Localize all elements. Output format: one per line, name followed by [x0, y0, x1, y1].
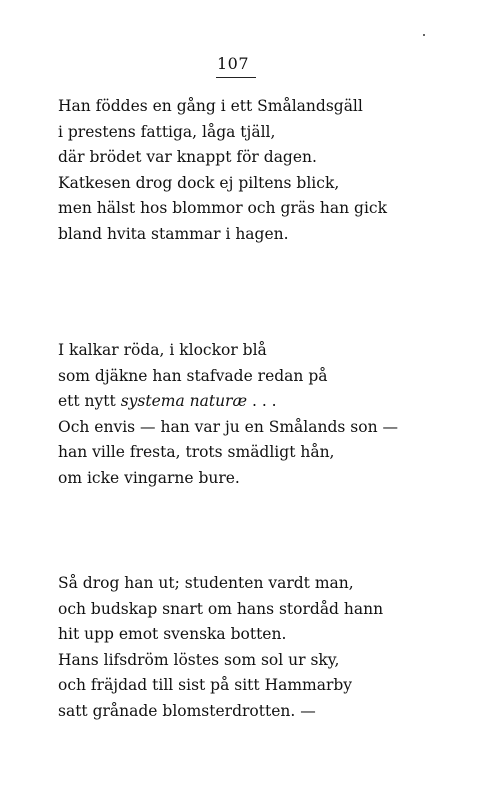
poem-line: han ville fresta, trots smädligt hån,: [58, 443, 335, 462]
poem-line: och fräjdad till sist på sitt Hammarby: [58, 676, 353, 695]
poem-line: Han föddes en gång i ett Smålandsgäll: [58, 97, 363, 115]
page-number: 107: [216, 54, 250, 73]
poem-line: bland hvita stammar i hagen.: [58, 224, 289, 243]
poem-line: I kalkar röda, i klockor blå: [58, 341, 267, 359]
poem-line: Katkesen drog dock ej piltens blick,: [58, 173, 340, 192]
stanza-2: [58, 338, 398, 492]
poem-line: där brödet var knappt för dagen.: [58, 148, 317, 167]
poem-line: [58, 389, 398, 415]
poem-line: om icke vingarne bure.: [58, 468, 240, 487]
poem-line: som djäkne han stafvade redan på: [58, 366, 328, 385]
stanza-1: [58, 94, 387, 248]
page-number-rule: [216, 77, 256, 78]
latin-term: systema naturæ: [120, 392, 248, 411]
poem-line: hit upp emot svenska botten.: [58, 625, 287, 644]
poem-line: Hans lifsdröm löstes som sol ur sky,: [58, 650, 340, 669]
poem-line-ellipsis: . . .: [247, 392, 277, 411]
stray-ink-mark: [423, 34, 425, 36]
poem-line: men hälst hos blommor och gräs han gick: [58, 199, 388, 218]
poem-line: Och envis — han var ju en Smålands son —: [58, 417, 398, 436]
poem-line-prefix: ett nytt: [58, 392, 121, 411]
stanza-3: [58, 571, 383, 725]
poem-line: och budskap snart om hans stordåd hann: [58, 599, 384, 618]
poem-line: satt grånade blomsterdrotten. —: [58, 701, 316, 720]
poem-line: i prestens fattiga, låga tjäll,: [58, 122, 276, 141]
poem-line: Så drog han ut; studenten vardt man,: [58, 574, 354, 592]
